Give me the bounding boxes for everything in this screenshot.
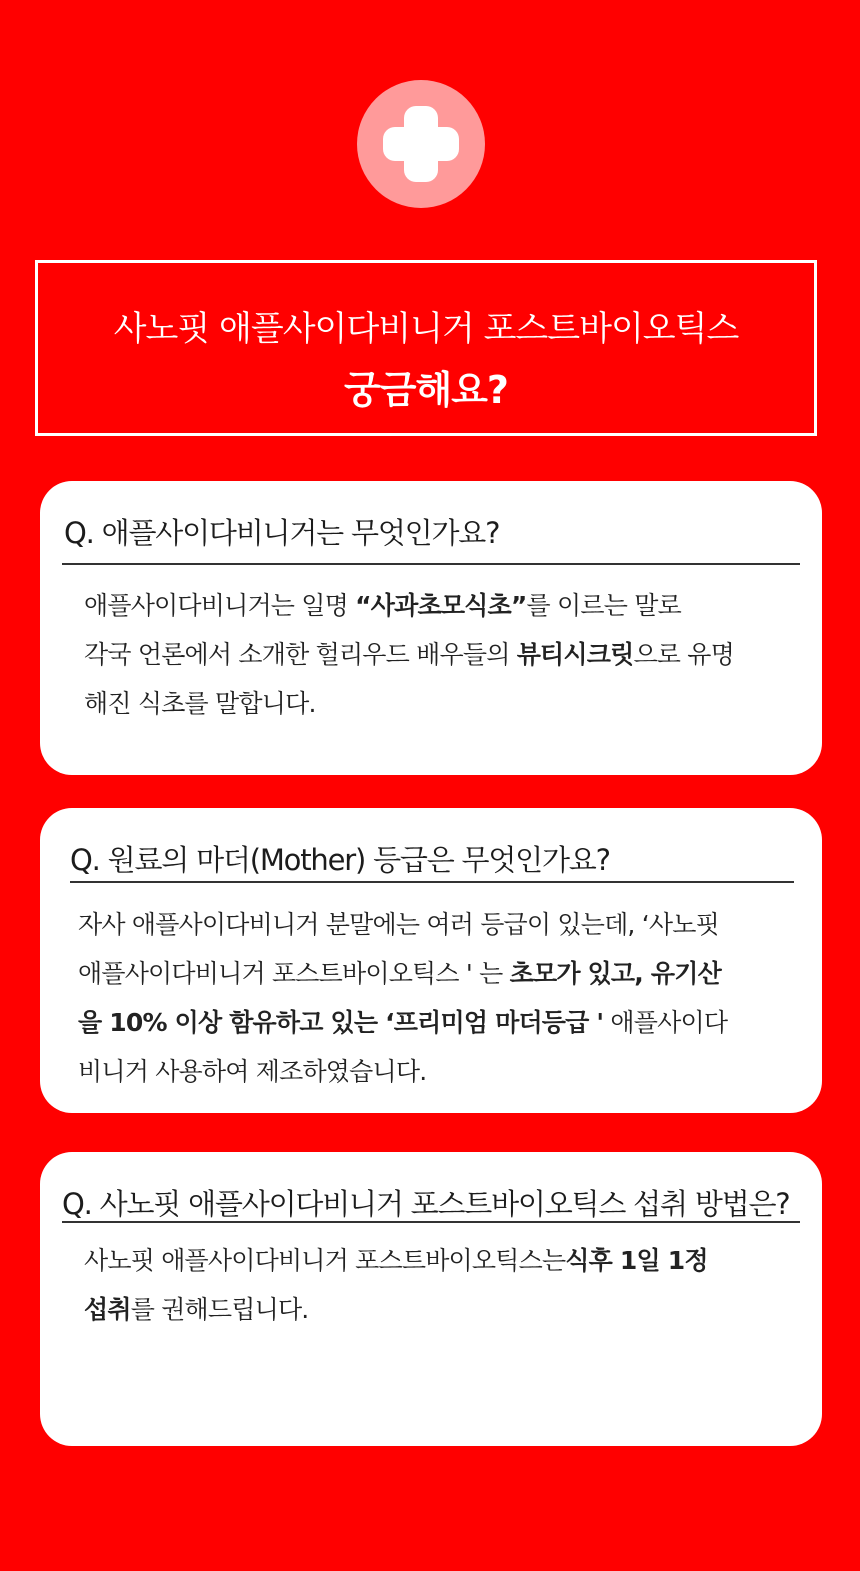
faq-answer	[84, 581, 734, 728]
answer-text: 사노핏 애플사이다비니거 포스트바이오틱스는	[84, 1246, 566, 1275]
title-box	[35, 260, 817, 436]
answer-text: 애플사이다비니거는 일명	[84, 591, 356, 620]
faq-question: Q. 원료의 마더(Mother) 등급은 무엇인가요?	[70, 843, 610, 877]
faq-answer-line	[78, 900, 727, 949]
faq-answer-line	[84, 1236, 708, 1285]
answer-emphasis: 을 10% 이상 함유하고 있는 ‘프리미엄 마더등급 '	[78, 1008, 604, 1037]
faq-answer-line	[84, 679, 734, 728]
plus-badge	[357, 80, 485, 208]
faq-answer-line	[78, 949, 727, 998]
plus-icon-vertical	[404, 106, 438, 182]
answer-text: 를 이르는 말로	[526, 591, 681, 620]
answer-text: 애플사이다비니거 포스트바이오틱스 ' 는	[78, 959, 510, 988]
faq-question: Q. 사노핏 애플사이다비니거 포스트바이오틱스 섭취 방법은?	[62, 1187, 790, 1221]
faq-question: Q. 애플사이다비니거는 무엇인가요?	[64, 516, 500, 550]
answer-emphasis: 섭취	[84, 1295, 131, 1324]
divider	[62, 563, 800, 565]
answer-text: 으로 유명	[633, 640, 735, 669]
divider	[62, 1221, 800, 1223]
answer-emphasis: “사과초모식초”	[355, 591, 527, 620]
faq-answer-line	[84, 1285, 708, 1334]
title-line-2: 궁금해요?	[344, 368, 508, 412]
answer-text: 자사 애플사이다비니거 분말에는 여러 등급이 있는데, ‘사노핏	[78, 910, 719, 939]
answer-emphasis: 식후 1일 1정	[565, 1246, 708, 1275]
faq-card-1	[40, 481, 822, 775]
answer-text: 애플사이다	[603, 1008, 728, 1037]
faq-answer-line	[78, 998, 727, 1047]
answer-emphasis: 초모가 있고, 유기산	[509, 959, 721, 988]
answer-text: 각국 언론에서 소개한 헐리우드 배우들의	[84, 640, 517, 669]
faq-answer-line	[78, 1047, 727, 1096]
faq-card-3	[40, 1152, 822, 1446]
faq-answer-line	[84, 630, 734, 679]
faq-card-2	[40, 808, 822, 1113]
answer-emphasis: 뷰티시크릿	[516, 640, 634, 669]
title-line-1: 사노핏 애플사이다비니거 포스트바이오틱스	[113, 309, 739, 349]
answer-text: 를 권해드립니다.	[130, 1295, 309, 1324]
answer-text: 비니거 사용하여 제조하였습니다.	[78, 1057, 427, 1086]
answer-text: 해진 식초를 말합니다.	[84, 689, 316, 718]
faq-answer-line	[84, 581, 734, 630]
divider	[70, 881, 794, 883]
faq-answer	[78, 900, 727, 1096]
faq-answer	[84, 1236, 708, 1334]
